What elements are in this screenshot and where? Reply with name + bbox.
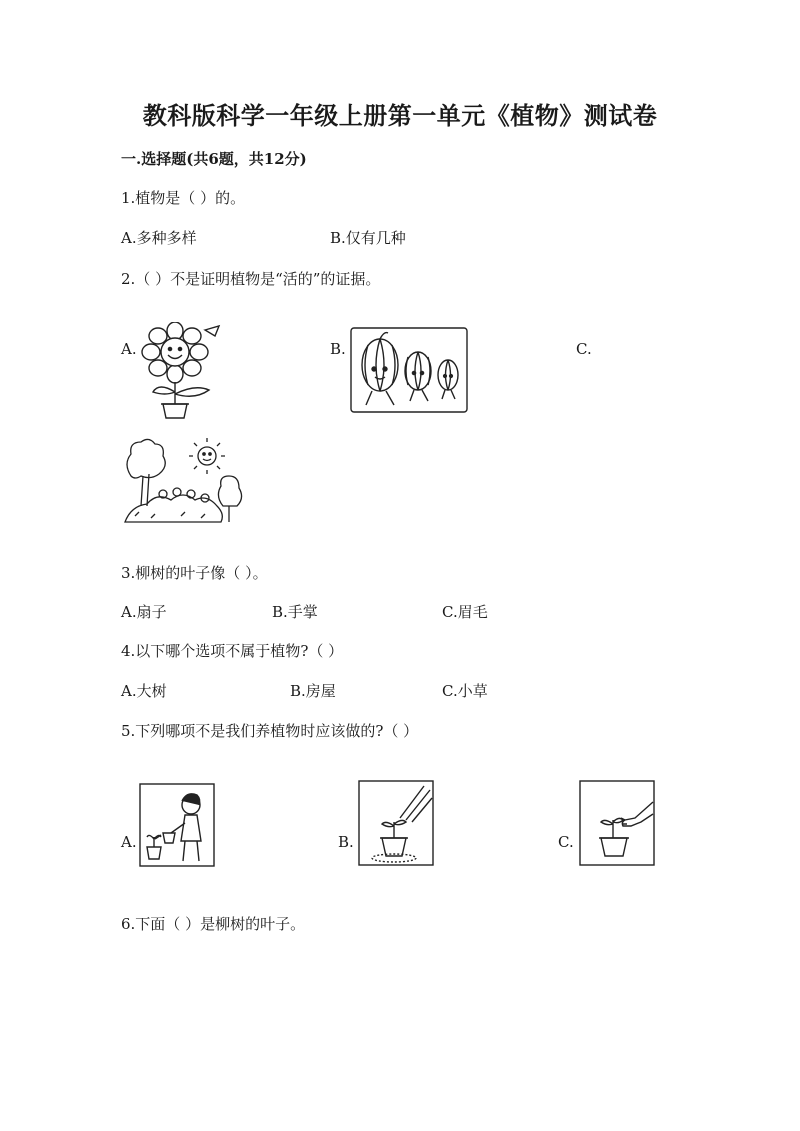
q4-option-c: C.小草 <box>442 682 488 700</box>
question-2: 2.（ ）不是证明植物是“活的”的证据。 <box>121 270 381 288</box>
q4-option-b: B.房屋 <box>290 682 336 700</box>
child-watering-plant-icon <box>139 783 215 867</box>
question-6: 6.下面（ ）是柳树的叶子。 <box>121 915 306 933</box>
q3-option-b: B.手掌 <box>272 603 318 621</box>
q3-option-c: C.眉毛 <box>442 603 488 621</box>
q1-option-b: B.仅有几种 <box>330 229 406 247</box>
q2-option-c: C. <box>576 340 592 358</box>
smiling-flower-pot-icon <box>137 322 227 422</box>
question-4: 4.以下哪个选项不属于植物?（ ） <box>121 642 344 660</box>
q5-option-a: A. <box>121 833 137 851</box>
q5-option-b: B. <box>338 833 354 851</box>
q3-option-a: A.扇子 <box>121 603 167 621</box>
plant-pot-sunlight-icon <box>358 780 434 866</box>
q2-option-a: A. <box>121 340 137 358</box>
q2-option-b: B. <box>330 340 346 358</box>
trees-sun-scene-icon <box>121 436 245 528</box>
hand-pulling-plant-icon <box>579 780 655 866</box>
question-1: 1.植物是（ ）的。 <box>121 189 246 207</box>
question-3: 3.柳树的叶子像（ ）。 <box>121 564 268 582</box>
question-5: 5.下列哪项不是我们养植物时应该做的?（ ） <box>121 722 419 740</box>
q1-option-a: A.多种多样 <box>121 229 197 247</box>
walking-watermelons-icon <box>350 327 468 413</box>
section-heading: 一.选择题(共6题，共12分) <box>121 150 307 168</box>
q5-option-c: C. <box>558 833 574 851</box>
q4-option-a: A.大树 <box>121 682 167 700</box>
page-title: 教科版科学一年级上册第一单元《植物》测试卷 <box>142 101 658 130</box>
